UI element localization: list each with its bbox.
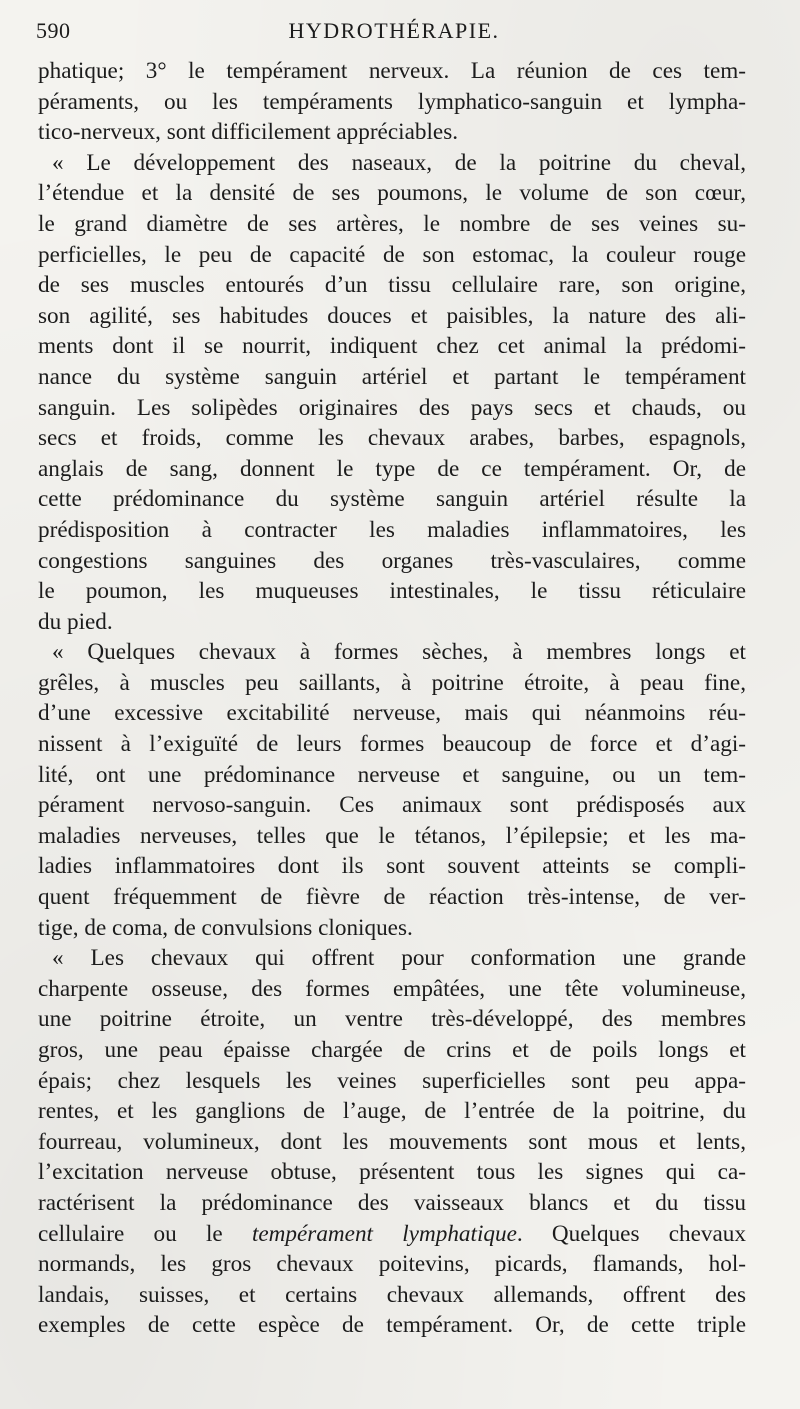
text-line: maladies nerveuses, telles que le tétanos, l’épilepsie; et les ma- (38, 822, 746, 849)
text-line: son agilité, ses habitudes douces et paisibles, la nature des ali- (38, 302, 746, 329)
text-line: fourreau, volumineux, dont les mouvements sont mous et lents, (38, 1128, 746, 1155)
text-line: grêles, à muscles peu saillants, à poitrine étroite, à peau fine, (38, 669, 746, 696)
page-number: 590 (36, 18, 71, 43)
text-line: le grand diamètre de ses artères, le nombre de ses veines su- (38, 210, 746, 237)
text-line: rentes, et les ganglions de l’auge, de l’entrée de la poitrine, du (38, 1098, 746, 1125)
text-line: nissent à l’exiguïté de leurs formes beaucoup de force et d’agi- (38, 731, 746, 758)
text-line: « Les chevaux qui offrent pour conformation une grande (52, 945, 746, 972)
text-line: l’excitation nerveuse obtuse, présentent tous les signes qui ca- (38, 1159, 746, 1186)
text-segment: . Quelques chevaux (516, 1220, 746, 1247)
text-line: « Le développement des naseaux, de la poitrine du cheval, (52, 149, 746, 176)
paragraph-4 (38, 943, 746, 1341)
page-header (36, 14, 752, 48)
text-line: ladies inflammatoires dont ils sont souvent atteints se compli- (38, 853, 746, 880)
text-line: perficielles, le peu de capacité de son estomac, la couleur rouge (38, 241, 746, 268)
text-line: phatique; 3° le tempérament nerveux. La réunion de ces tem- (38, 58, 746, 84)
text-line: prédisposition à contracter les maladies inflammatoires, les (38, 516, 746, 543)
text-line: l’étendue et la densité de ses poumons, le volume de son cœur, (38, 180, 746, 207)
text-line: gros, une peau épaisse chargée de crins et de poils longs et (38, 1037, 746, 1063)
text-line: lité, ont une prédominance nerveuse et sanguine, ou un tem- (38, 761, 746, 788)
text-line: secs et froids, comme les chevaux arabes, barbes, espagnols, (38, 425, 746, 452)
italic-term: tempérament lymphatique (251, 1220, 517, 1247)
text-line: normands, les gros chevaux poitevins, picards, flamands, hol- (38, 1251, 746, 1278)
text-line: ments dont il se nourrit, indiquent chez cet animal la prédomi- (38, 333, 746, 360)
text-line: tige, de coma, de convulsions cloniques. (38, 914, 413, 941)
text-line: landais, suisses, et certains chevaux allemands, offrent des (38, 1281, 746, 1308)
text-line: exemples de cette espèce de tempérament. Or, de cette triple (38, 1312, 746, 1339)
text-line: congestions sanguines des organes très-vasculaires, comme (38, 547, 746, 574)
running-title: HYDROTHÉRAPIE. (288, 18, 500, 43)
text-line: nance du système sanguin artériel et partant le tempérament (38, 363, 746, 390)
text-line: péraments, ou les tempéraments lymphatico-sanguin et lympha- (38, 88, 746, 115)
text-line: « Quelques chevaux à formes sèches, à membres longs et (52, 639, 746, 666)
text-line: sanguin. Les solipèdes originaires des pays secs et chauds, ou (38, 394, 746, 421)
text-line: quent fréquemment de fièvre de réaction très-intense, de ver- (38, 884, 746, 911)
text-line: charpente osseuse, des formes empâtées, une tête volumineuse, (38, 975, 746, 1002)
paragraph-2 (38, 148, 746, 638)
paragraph-1 (38, 56, 746, 148)
text-line: cette prédominance du système sanguin artériel résulte la (38, 486, 746, 513)
text-line: pérament nervoso-sanguin. Ces animaux sont prédisposés aux (38, 792, 746, 819)
paragraph-3 (38, 637, 746, 943)
body-text (38, 56, 746, 1341)
text-line-with-italic (38, 1219, 746, 1250)
text-line: de ses muscles entourés d’un tissu cellulaire rare, son origine, (38, 272, 746, 299)
text-line: ractérisent la prédominance des vaisseaux blancs et du tissu (38, 1189, 746, 1216)
text-segment: cellulaire ou le (38, 1220, 223, 1247)
text-line: épais; chez lesquels les veines superficielles sont peu appa- (38, 1067, 746, 1094)
text-line: une poitrine étroite, un ventre très-développé, des membres (38, 1006, 746, 1033)
text-line: tico-nerveux, sont difficilement appréciables. (38, 119, 459, 146)
text-line: d’une excessive excitabilité nerveuse, mais qui néanmoins réu- (38, 700, 746, 727)
text-line: du pied. (38, 608, 113, 635)
text-line: anglais de sang, donnent le type de ce tempérament. Or, de (38, 455, 746, 482)
text-line: le poumon, les muqueuses intestinales, le tissu réticulaire (38, 578, 746, 605)
